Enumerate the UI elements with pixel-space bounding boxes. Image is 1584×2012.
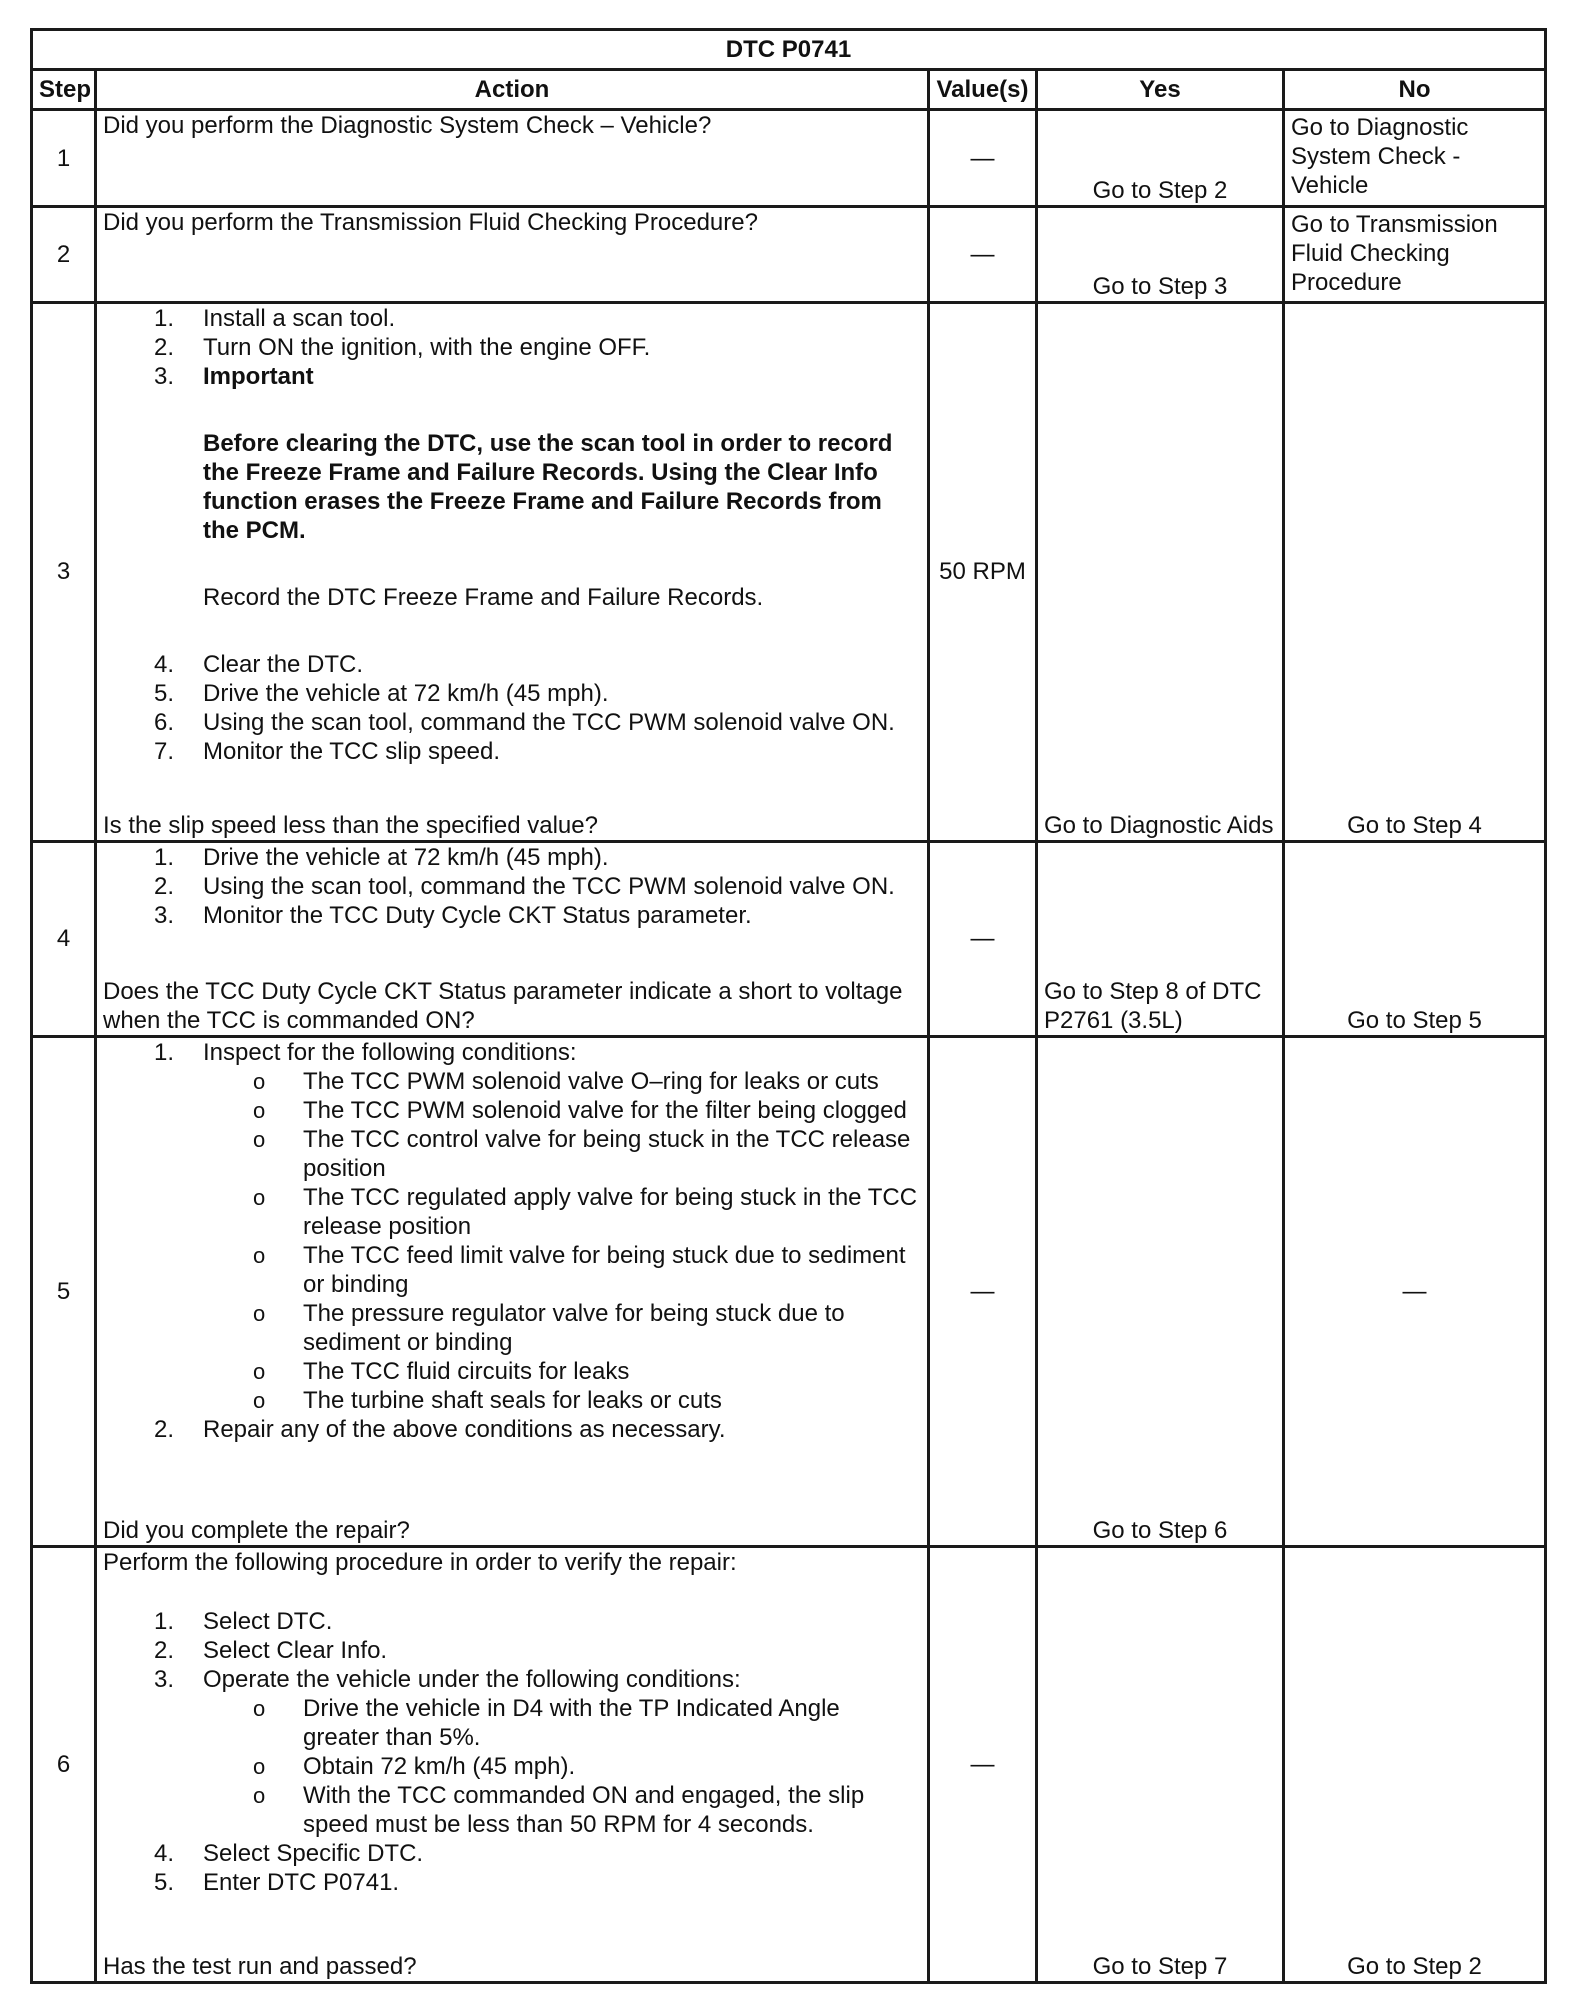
- sub-list-item: o The TCC PWM solenoid valve O–ring for leaks or cuts: [253, 1067, 879, 1095]
- table-row: [32, 1546, 1546, 1982]
- action-question: Has the test run and passed?: [103, 1953, 417, 1980]
- sub-list-item: o With the TCC commanded ON and engaged, the slip speed must be less than 50 RPM for 4 seconds.: [253, 1781, 865, 1838]
- no-value: —: [1284, 1036, 1546, 1546]
- table-row: [32, 1036, 1546, 1546]
- list-item: 2. Select Clear Info.: [154, 1636, 388, 1664]
- no-link[interactable]: Go to Step 5: [1284, 841, 1546, 1036]
- header-row: [32, 70, 1546, 110]
- sub-list-item: o The TCC fluid circuits for leaks: [253, 1357, 630, 1385]
- action-cell: [96, 303, 929, 841]
- condition-list: [203, 1694, 921, 1839]
- list-item: 1. Install a scan tool.: [154, 305, 396, 333]
- list-item: 5. Enter DTC P0741.: [154, 1868, 400, 1896]
- header-yes: Yes: [1037, 70, 1284, 110]
- step-number: 5: [32, 1036, 96, 1546]
- value-cell: —: [929, 841, 1037, 1036]
- sub-list-item: o Obtain 72 km/h (45 mph).: [253, 1752, 576, 1780]
- sub-list-item: o Drive the vehicle in D4 with the TP Indicated Angle greater than 5%.: [253, 1694, 840, 1751]
- procedure-list: [103, 304, 921, 766]
- yes-link[interactable]: Go to Step 2: [1037, 110, 1284, 206]
- list-item: 2. Using the scan tool, command the TCC PWM solenoid valve ON.: [154, 872, 895, 900]
- sub-list-item: o The turbine shaft seals for leaks or cuts: [253, 1386, 722, 1414]
- condition-list: [203, 1067, 921, 1415]
- list-item: 2. Turn ON the ignition, with the engine OFF.: [154, 334, 651, 362]
- table-title: DTC P0741: [32, 30, 1546, 70]
- important-label: Important: [203, 363, 314, 391]
- list-item: 1. Drive the vehicle at 72 km/h (45 mph).: [154, 843, 609, 871]
- list-item: 3. Operate the vehicle under the following conditions: o Drive the vehicle in D4 with the TP Indicated Angle greater than 5%. o Obtain 72 km/h (45 mph). o With the TCC commanded ON and engaged, the slip speed must be less than 50 RPM for 4 seconds.: [103, 1665, 921, 1839]
- sub-list-item: o The TCC PWM solenoid valve for the filter being clogged: [253, 1096, 907, 1124]
- step-number: 4: [32, 841, 96, 1036]
- value-cell: —: [929, 1036, 1037, 1546]
- step-number: 6: [32, 1546, 96, 1982]
- yes-link[interactable]: Go to Step 3: [1037, 206, 1284, 302]
- table-row: [32, 841, 1546, 1036]
- action-question: Did you perform the Transmission Fluid Checking Procedure?: [96, 206, 929, 302]
- list-item: 4. Clear the DTC.: [154, 651, 364, 679]
- value-cell: 50 RPM: [929, 303, 1037, 841]
- value-cell: —: [929, 1546, 1037, 1982]
- list-item: 3. Important Before clearing the DTC, use the scan tool in order to record the Freeze Frame and Failure Records. Using the Clear Info function erases the Freeze Frame and Failure Records from the PCM. Record the DTC Freeze Frame and Failure Records.: [103, 362, 921, 650]
- procedure-list: [103, 1607, 921, 1897]
- action-question: Is the slip speed less than the specified value?: [103, 811, 598, 839]
- step-number: 1: [32, 110, 96, 206]
- no-link[interactable]: Go to Step 4: [1284, 303, 1546, 841]
- list-item: 4. Select Specific DTC.: [154, 1839, 424, 1867]
- list-item: 7. Monitor the TCC slip speed.: [154, 738, 501, 766]
- action-question: Does the TCC Duty Cycle CKT Status parameter indicate a short to voltage when the TCC is commanded ON?: [103, 977, 903, 1034]
- yes-link[interactable]: Go to Step 7: [1037, 1546, 1284, 1982]
- action-question: Did you perform the Diagnostic System Check – Vehicle?: [96, 110, 929, 206]
- sub-list-item: o The TCC regulated apply valve for being stuck in the TCC release position: [253, 1183, 918, 1240]
- no-link[interactable]: Go to Diagnostic System Check - Vehicle: [1284, 110, 1546, 206]
- list-item: 5. Drive the vehicle at 72 km/h (45 mph).: [154, 680, 609, 708]
- procedure-intro: Perform the following procedure in order to verify the repair:: [103, 1548, 737, 1576]
- yes-link[interactable]: Go to Diagnostic Aids: [1037, 303, 1284, 841]
- yes-link[interactable]: Go to Step 8 of DTC P2761 (3.5L): [1037, 841, 1284, 1036]
- value-cell: —: [929, 206, 1037, 302]
- table-row: [32, 110, 1546, 206]
- list-item: 1. Select DTC.: [154, 1607, 333, 1635]
- list-item: 1. Inspect for the following conditions: o The TCC PWM solenoid valve O–ring for leaks or cuts o The TCC PWM solenoid valve for the filter being clogged o The TCC control valve for being stuck in the TCC release position o The TCC regulated apply valve for being stuck in the TCC release position o The TCC feed limit valve for being stuck due to sediment or binding o The pressure regulator valve for being stuck due to sediment or binding o The TCC fluid circuits for leaks o The turbine shaft seals for leaks or cuts: [103, 1038, 921, 1415]
- value-cell: —: [929, 110, 1037, 206]
- step-number: 2: [32, 206, 96, 302]
- procedure-list: [103, 1038, 921, 1444]
- no-link[interactable]: Go to Step 2: [1284, 1546, 1546, 1982]
- record-note: Record the DTC Freeze Frame and Failure Records.: [203, 584, 764, 612]
- no-link[interactable]: Go to Transmission Fluid Checking Procedure: [1284, 206, 1546, 302]
- action-cell: [96, 841, 929, 1036]
- title-row: [32, 30, 1546, 70]
- yes-link[interactable]: Go to Step 6: [1037, 1036, 1284, 1546]
- list-item: 6. Using the scan tool, command the TCC PWM solenoid valve ON.: [154, 709, 895, 737]
- list-item: 2. Repair any of the above conditions as necessary.: [154, 1415, 726, 1443]
- sub-list-item: o The TCC feed limit valve for being stuck due to sediment or binding: [253, 1241, 906, 1298]
- sub-list-item: o The TCC control valve for being stuck in the TCC release position: [253, 1125, 911, 1182]
- action-question: Did you complete the repair?: [103, 1516, 410, 1544]
- procedure-list: [103, 843, 921, 930]
- list-item: 3. Monitor the TCC Duty Cycle CKT Status parameter.: [154, 901, 752, 929]
- action-cell: [96, 1546, 929, 1982]
- table-row: [32, 206, 1546, 302]
- header-no: No: [1284, 70, 1546, 110]
- dtc-table: [30, 28, 1547, 1984]
- table-row: [32, 303, 1546, 841]
- important-note: Before clearing the DTC, use the scan tool in order to record the Freeze Frame and Failure Records. Using the Clear Info function erases the Freeze Frame and Failure Records from the PCM.: [203, 430, 893, 545]
- sub-list-item: o The pressure regulator valve for being stuck due to sediment or binding: [253, 1299, 845, 1356]
- step-number: 3: [32, 303, 96, 841]
- header-action: Action: [96, 70, 929, 110]
- header-step: Step: [32, 70, 96, 110]
- action-cell: [96, 1036, 929, 1546]
- header-values: Value(s): [929, 70, 1037, 110]
